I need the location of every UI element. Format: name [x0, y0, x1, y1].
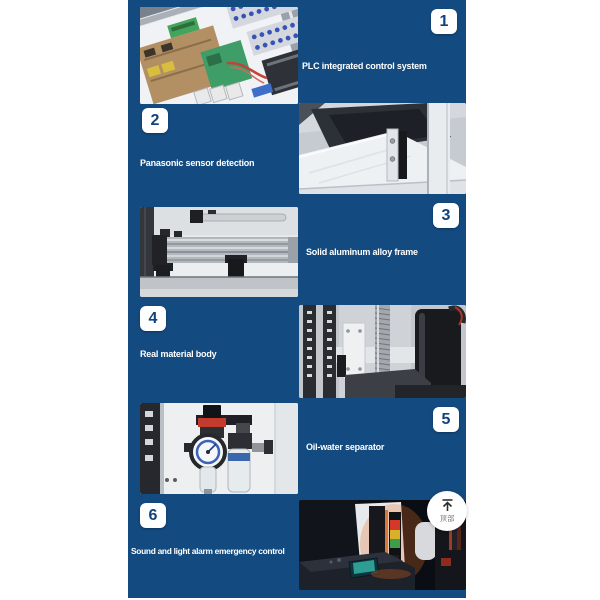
item-number-badge: 4	[140, 306, 166, 331]
photo-aluminum-frame	[140, 207, 298, 297]
photo-machine-body	[299, 305, 466, 398]
item-caption: PLC integrated control system	[302, 61, 427, 71]
item-number-badge: 6	[140, 503, 166, 528]
item-number-badge: 2	[142, 108, 168, 133]
photo-plc-control-board	[140, 7, 298, 104]
item-number-badge: 5	[433, 407, 459, 432]
item-caption: Solid aluminum alloy frame	[306, 247, 418, 257]
arrow-up-to-top-icon	[440, 498, 455, 512]
back-to-top-label: 顶部	[439, 514, 455, 523]
item-caption: Real material body	[140, 349, 217, 359]
item-caption: Panasonic sensor detection	[140, 158, 255, 168]
photo-oil-water-separator	[140, 403, 298, 494]
photo-sensor-detection	[299, 103, 466, 194]
back-to-top-button[interactable]	[427, 491, 467, 531]
item-number-badge: 3	[433, 203, 459, 228]
item-number-badge: 1	[431, 9, 457, 34]
item-caption: Sound and light alarm emergency control	[131, 546, 285, 556]
item-caption: Oil-water separator	[306, 442, 385, 452]
